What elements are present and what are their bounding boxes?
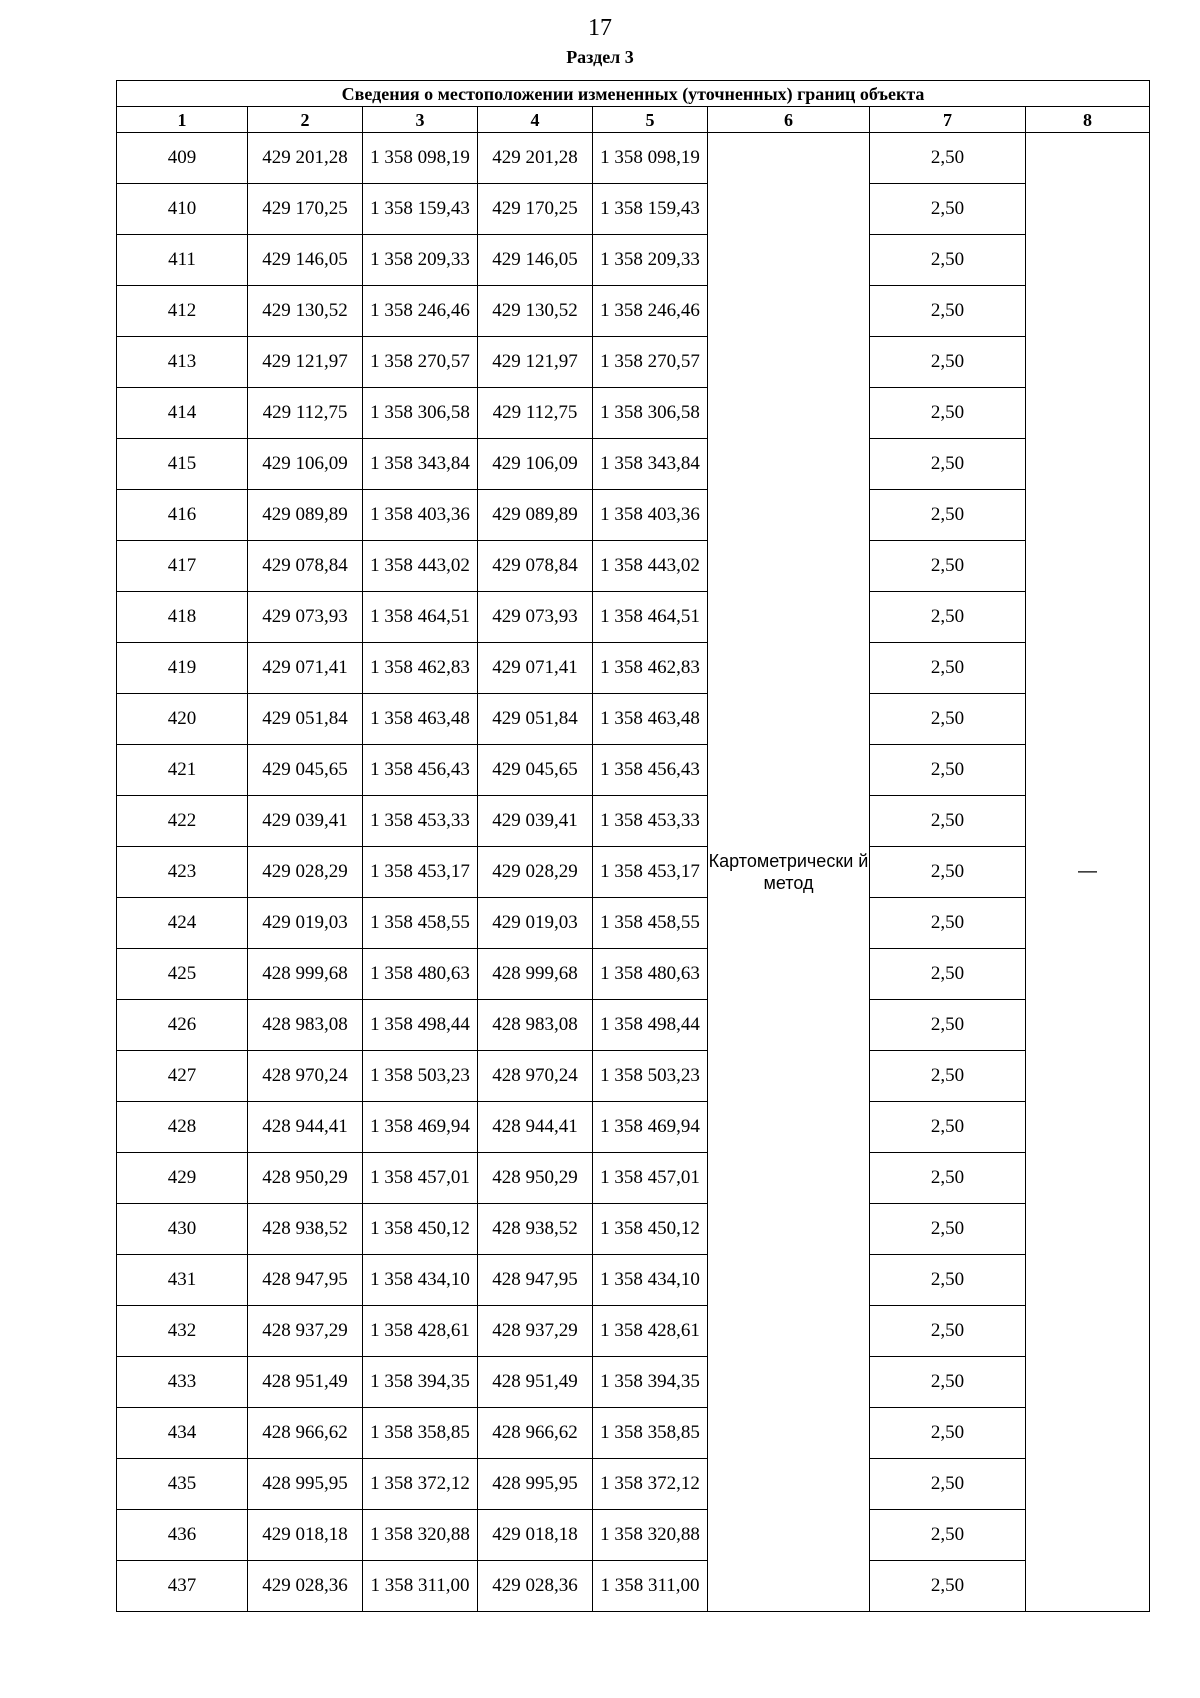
y-coordinate-cell: 1 358 394,35	[363, 1357, 478, 1408]
accuracy-cell: 2,50	[870, 286, 1026, 337]
accuracy-cell: 2,50	[870, 1204, 1026, 1255]
x-coordinate-cell: 429 106,09	[248, 439, 363, 490]
y-coordinate-cell: 1 358 372,12	[593, 1459, 708, 1510]
y-coordinate-cell: 1 358 458,55	[593, 898, 708, 949]
accuracy-cell: 2,50	[870, 592, 1026, 643]
x-coordinate-cell: 429 112,75	[248, 388, 363, 439]
accuracy-cell: 2,50	[870, 1408, 1026, 1459]
accuracy-cell: 2,50	[870, 1051, 1026, 1102]
x-coordinate-cell: 429 078,84	[478, 541, 593, 592]
y-coordinate-cell: 1 358 463,48	[363, 694, 478, 745]
point-number-cell: 426	[117, 1000, 248, 1051]
y-coordinate-cell: 1 358 443,02	[593, 541, 708, 592]
table-row	[117, 490, 1150, 541]
column-header: 2	[248, 107, 363, 133]
y-coordinate-cell: 1 358 159,43	[593, 184, 708, 235]
column-header: 3	[363, 107, 478, 133]
y-coordinate-cell: 1 358 159,43	[363, 184, 478, 235]
x-coordinate-cell: 428 950,29	[248, 1153, 363, 1204]
x-coordinate-cell: 429 130,52	[478, 286, 593, 337]
x-coordinate-cell: 429 071,41	[478, 643, 593, 694]
y-coordinate-cell: 1 358 209,33	[593, 235, 708, 286]
y-coordinate-cell: 1 358 457,01	[593, 1153, 708, 1204]
column-header: 5	[593, 107, 708, 133]
y-coordinate-cell: 1 358 450,12	[593, 1204, 708, 1255]
y-coordinate-cell: 1 358 209,33	[363, 235, 478, 286]
y-coordinate-cell: 1 358 246,46	[593, 286, 708, 337]
y-coordinate-cell: 1 358 358,85	[593, 1408, 708, 1459]
x-coordinate-cell: 429 051,84	[478, 694, 593, 745]
table-row	[117, 694, 1150, 745]
point-number-cell: 425	[117, 949, 248, 1000]
x-coordinate-cell: 429 019,03	[478, 898, 593, 949]
table-row	[117, 388, 1150, 439]
y-coordinate-cell: 1 358 462,83	[363, 643, 478, 694]
accuracy-cell: 2,50	[870, 1153, 1026, 1204]
x-coordinate-cell: 429 089,89	[478, 490, 593, 541]
column-header: 6	[708, 107, 870, 133]
y-coordinate-cell: 1 358 403,36	[363, 490, 478, 541]
point-number-cell: 437	[117, 1561, 248, 1612]
accuracy-cell: 2,50	[870, 337, 1026, 388]
point-number-cell: 416	[117, 490, 248, 541]
x-coordinate-cell: 428 944,41	[478, 1102, 593, 1153]
point-number-cell: 420	[117, 694, 248, 745]
x-coordinate-cell: 428 938,52	[248, 1204, 363, 1255]
y-coordinate-cell: 1 358 320,88	[593, 1510, 708, 1561]
x-coordinate-cell: 429 039,41	[478, 796, 593, 847]
y-coordinate-cell: 1 358 270,57	[593, 337, 708, 388]
accuracy-cell: 2,50	[870, 1102, 1026, 1153]
y-coordinate-cell: 1 358 456,43	[593, 745, 708, 796]
accuracy-cell: 2,50	[870, 1306, 1026, 1357]
y-coordinate-cell: 1 358 098,19	[363, 133, 478, 184]
table-row	[117, 541, 1150, 592]
x-coordinate-cell: 428 938,52	[478, 1204, 593, 1255]
x-coordinate-cell: 428 970,24	[478, 1051, 593, 1102]
accuracy-cell: 2,50	[870, 439, 1026, 490]
x-coordinate-cell: 429 073,93	[248, 592, 363, 643]
table-row	[117, 847, 1150, 898]
y-coordinate-cell: 1 358 428,61	[593, 1306, 708, 1357]
y-coordinate-cell: 1 358 311,00	[593, 1561, 708, 1612]
accuracy-cell: 2,50	[870, 490, 1026, 541]
x-coordinate-cell: 429 106,09	[478, 439, 593, 490]
page-number: 17	[588, 15, 612, 41]
x-coordinate-cell: 428 966,62	[248, 1408, 363, 1459]
point-number-cell: 427	[117, 1051, 248, 1102]
table-row	[117, 949, 1150, 1000]
point-number-cell: 431	[117, 1255, 248, 1306]
y-coordinate-cell: 1 358 469,94	[363, 1102, 478, 1153]
accuracy-cell: 2,50	[870, 847, 1026, 898]
point-number-cell: 411	[117, 235, 248, 286]
x-coordinate-cell: 429 073,93	[478, 592, 593, 643]
accuracy-cell: 2,50	[870, 133, 1026, 184]
y-coordinate-cell: 1 358 306,58	[363, 388, 478, 439]
x-coordinate-cell: 429 112,75	[478, 388, 593, 439]
point-number-cell: 409	[117, 133, 248, 184]
y-coordinate-cell: 1 358 450,12	[363, 1204, 478, 1255]
x-coordinate-cell: 429 121,97	[478, 337, 593, 388]
table-row	[117, 1153, 1150, 1204]
accuracy-cell: 2,50	[870, 694, 1026, 745]
x-coordinate-cell: 428 999,68	[478, 949, 593, 1000]
point-number-cell: 413	[117, 337, 248, 388]
accuracy-cell: 2,50	[870, 1255, 1026, 1306]
point-number-cell: 436	[117, 1510, 248, 1561]
y-coordinate-cell: 1 358 343,84	[593, 439, 708, 490]
y-coordinate-cell: 1 358 456,43	[363, 745, 478, 796]
x-coordinate-cell: 429 045,65	[478, 745, 593, 796]
accuracy-cell: 2,50	[870, 1357, 1026, 1408]
point-number-cell: 419	[117, 643, 248, 694]
table-row	[117, 439, 1150, 490]
y-coordinate-cell: 1 358 462,83	[593, 643, 708, 694]
point-number-cell: 429	[117, 1153, 248, 1204]
point-number-cell: 423	[117, 847, 248, 898]
column-header: 7	[870, 107, 1026, 133]
y-coordinate-cell: 1 358 372,12	[363, 1459, 478, 1510]
x-coordinate-cell: 429 146,05	[248, 235, 363, 286]
point-number-cell: 421	[117, 745, 248, 796]
y-coordinate-cell: 1 358 394,35	[593, 1357, 708, 1408]
table-row	[117, 1306, 1150, 1357]
point-number-cell: 414	[117, 388, 248, 439]
y-coordinate-cell: 1 358 306,58	[593, 388, 708, 439]
x-coordinate-cell: 428 983,08	[478, 1000, 593, 1051]
point-number-cell: 430	[117, 1204, 248, 1255]
x-coordinate-cell: 429 028,29	[248, 847, 363, 898]
point-number-cell: 422	[117, 796, 248, 847]
point-number-cell: 424	[117, 898, 248, 949]
point-number-cell: 428	[117, 1102, 248, 1153]
column-header: 4	[478, 107, 593, 133]
table-row	[117, 1561, 1150, 1612]
table-row	[117, 592, 1150, 643]
column-header-row	[117, 107, 1150, 133]
y-coordinate-cell: 1 358 453,33	[593, 796, 708, 847]
y-coordinate-cell: 1 358 434,10	[363, 1255, 478, 1306]
x-coordinate-cell: 429 121,97	[248, 337, 363, 388]
y-coordinate-cell: 1 358 320,88	[363, 1510, 478, 1561]
point-number-cell: 418	[117, 592, 248, 643]
accuracy-cell: 2,50	[870, 796, 1026, 847]
table-body	[117, 133, 1150, 1612]
x-coordinate-cell: 429 019,03	[248, 898, 363, 949]
table-row	[117, 235, 1150, 286]
boundary-coordinates-table	[116, 80, 1150, 1612]
point-number-cell: 412	[117, 286, 248, 337]
y-coordinate-cell: 1 358 443,02	[363, 541, 478, 592]
table-row	[117, 796, 1150, 847]
column-header: 1	[117, 107, 248, 133]
x-coordinate-cell: 428 951,49	[478, 1357, 593, 1408]
table-row	[117, 1255, 1150, 1306]
point-number-cell: 433	[117, 1357, 248, 1408]
x-coordinate-cell: 429 028,36	[478, 1561, 593, 1612]
y-coordinate-cell: 1 358 311,00	[363, 1561, 478, 1612]
x-coordinate-cell: 429 071,41	[248, 643, 363, 694]
table-row	[117, 1102, 1150, 1153]
point-number-cell: 417	[117, 541, 248, 592]
accuracy-cell: 2,50	[870, 898, 1026, 949]
x-coordinate-cell: 429 089,89	[248, 490, 363, 541]
accuracy-cell: 2,50	[870, 184, 1026, 235]
section-title: Раздел 3	[566, 47, 634, 67]
x-coordinate-cell: 429 170,25	[248, 184, 363, 235]
point-number-cell: 432	[117, 1306, 248, 1357]
y-coordinate-cell: 1 358 503,23	[363, 1051, 478, 1102]
accuracy-cell: 2,50	[870, 1561, 1026, 1612]
column-8-cell: —	[1026, 133, 1150, 1612]
y-coordinate-cell: 1 358 480,63	[363, 949, 478, 1000]
x-coordinate-cell: 428 983,08	[248, 1000, 363, 1051]
table-caption-row	[117, 81, 1150, 107]
y-coordinate-cell: 1 358 270,57	[363, 337, 478, 388]
x-coordinate-cell: 429 028,36	[248, 1561, 363, 1612]
x-coordinate-cell: 428 937,29	[248, 1306, 363, 1357]
x-coordinate-cell: 429 018,18	[248, 1510, 363, 1561]
x-coordinate-cell: 429 051,84	[248, 694, 363, 745]
determination-method-cell: Картометрически й метод	[708, 133, 870, 1612]
point-number-cell: 435	[117, 1459, 248, 1510]
x-coordinate-cell: 429 201,28	[478, 133, 593, 184]
y-coordinate-cell: 1 358 403,36	[593, 490, 708, 541]
x-coordinate-cell: 429 170,25	[478, 184, 593, 235]
x-coordinate-cell: 428 995,95	[478, 1459, 593, 1510]
table-row	[117, 184, 1150, 235]
table-row	[117, 337, 1150, 388]
point-number-cell: 434	[117, 1408, 248, 1459]
table-row	[117, 898, 1150, 949]
x-coordinate-cell: 429 045,65	[248, 745, 363, 796]
table-row	[117, 1459, 1150, 1510]
table-row	[117, 1051, 1150, 1102]
y-coordinate-cell: 1 358 343,84	[363, 439, 478, 490]
x-coordinate-cell: 428 937,29	[478, 1306, 593, 1357]
x-coordinate-cell: 429 078,84	[248, 541, 363, 592]
x-coordinate-cell: 428 947,95	[248, 1255, 363, 1306]
y-coordinate-cell: 1 358 246,46	[363, 286, 478, 337]
accuracy-cell: 2,50	[870, 388, 1026, 439]
y-coordinate-cell: 1 358 498,44	[363, 1000, 478, 1051]
accuracy-cell: 2,50	[870, 235, 1026, 286]
x-coordinate-cell: 429 130,52	[248, 286, 363, 337]
x-coordinate-cell: 429 201,28	[248, 133, 363, 184]
accuracy-cell: 2,50	[870, 1000, 1026, 1051]
table-row	[117, 1408, 1150, 1459]
x-coordinate-cell: 429 146,05	[478, 235, 593, 286]
accuracy-cell: 2,50	[870, 949, 1026, 1000]
accuracy-cell: 2,50	[870, 1510, 1026, 1561]
y-coordinate-cell: 1 358 098,19	[593, 133, 708, 184]
accuracy-cell: 2,50	[870, 745, 1026, 796]
table-row	[117, 1000, 1150, 1051]
x-coordinate-cell: 428 950,29	[478, 1153, 593, 1204]
accuracy-cell: 2,50	[870, 1459, 1026, 1510]
x-coordinate-cell: 429 028,29	[478, 847, 593, 898]
y-coordinate-cell: 1 358 498,44	[593, 1000, 708, 1051]
table-row	[117, 1510, 1150, 1561]
y-coordinate-cell: 1 358 463,48	[593, 694, 708, 745]
x-coordinate-cell: 428 966,62	[478, 1408, 593, 1459]
y-coordinate-cell: 1 358 428,61	[363, 1306, 478, 1357]
y-coordinate-cell: 1 358 434,10	[593, 1255, 708, 1306]
x-coordinate-cell: 428 947,95	[478, 1255, 593, 1306]
y-coordinate-cell: 1 358 453,17	[363, 847, 478, 898]
y-coordinate-cell: 1 358 453,17	[593, 847, 708, 898]
y-coordinate-cell: 1 358 480,63	[593, 949, 708, 1000]
accuracy-cell: 2,50	[870, 643, 1026, 694]
table-row	[117, 1357, 1150, 1408]
x-coordinate-cell: 428 970,24	[248, 1051, 363, 1102]
x-coordinate-cell: 428 995,95	[248, 1459, 363, 1510]
point-number-cell: 415	[117, 439, 248, 490]
y-coordinate-cell: 1 358 358,85	[363, 1408, 478, 1459]
column-header: 8	[1026, 107, 1150, 133]
x-coordinate-cell: 429 039,41	[248, 796, 363, 847]
x-coordinate-cell: 428 944,41	[248, 1102, 363, 1153]
y-coordinate-cell: 1 358 464,51	[363, 592, 478, 643]
table-row	[117, 745, 1150, 796]
y-coordinate-cell: 1 358 457,01	[363, 1153, 478, 1204]
y-coordinate-cell: 1 358 453,33	[363, 796, 478, 847]
table-row	[117, 133, 1150, 184]
x-coordinate-cell: 428 951,49	[248, 1357, 363, 1408]
table-row	[117, 286, 1150, 337]
x-coordinate-cell: 429 018,18	[478, 1510, 593, 1561]
table-row	[117, 1204, 1150, 1255]
point-number-cell: 410	[117, 184, 248, 235]
y-coordinate-cell: 1 358 469,94	[593, 1102, 708, 1153]
accuracy-cell: 2,50	[870, 541, 1026, 592]
x-coordinate-cell: 428 999,68	[248, 949, 363, 1000]
table-row	[117, 643, 1150, 694]
y-coordinate-cell: 1 358 503,23	[593, 1051, 708, 1102]
y-coordinate-cell: 1 358 464,51	[593, 592, 708, 643]
y-coordinate-cell: 1 358 458,55	[363, 898, 478, 949]
table-caption: Сведения о местоположении измененных (уточненных) границ объекта	[117, 81, 1150, 107]
